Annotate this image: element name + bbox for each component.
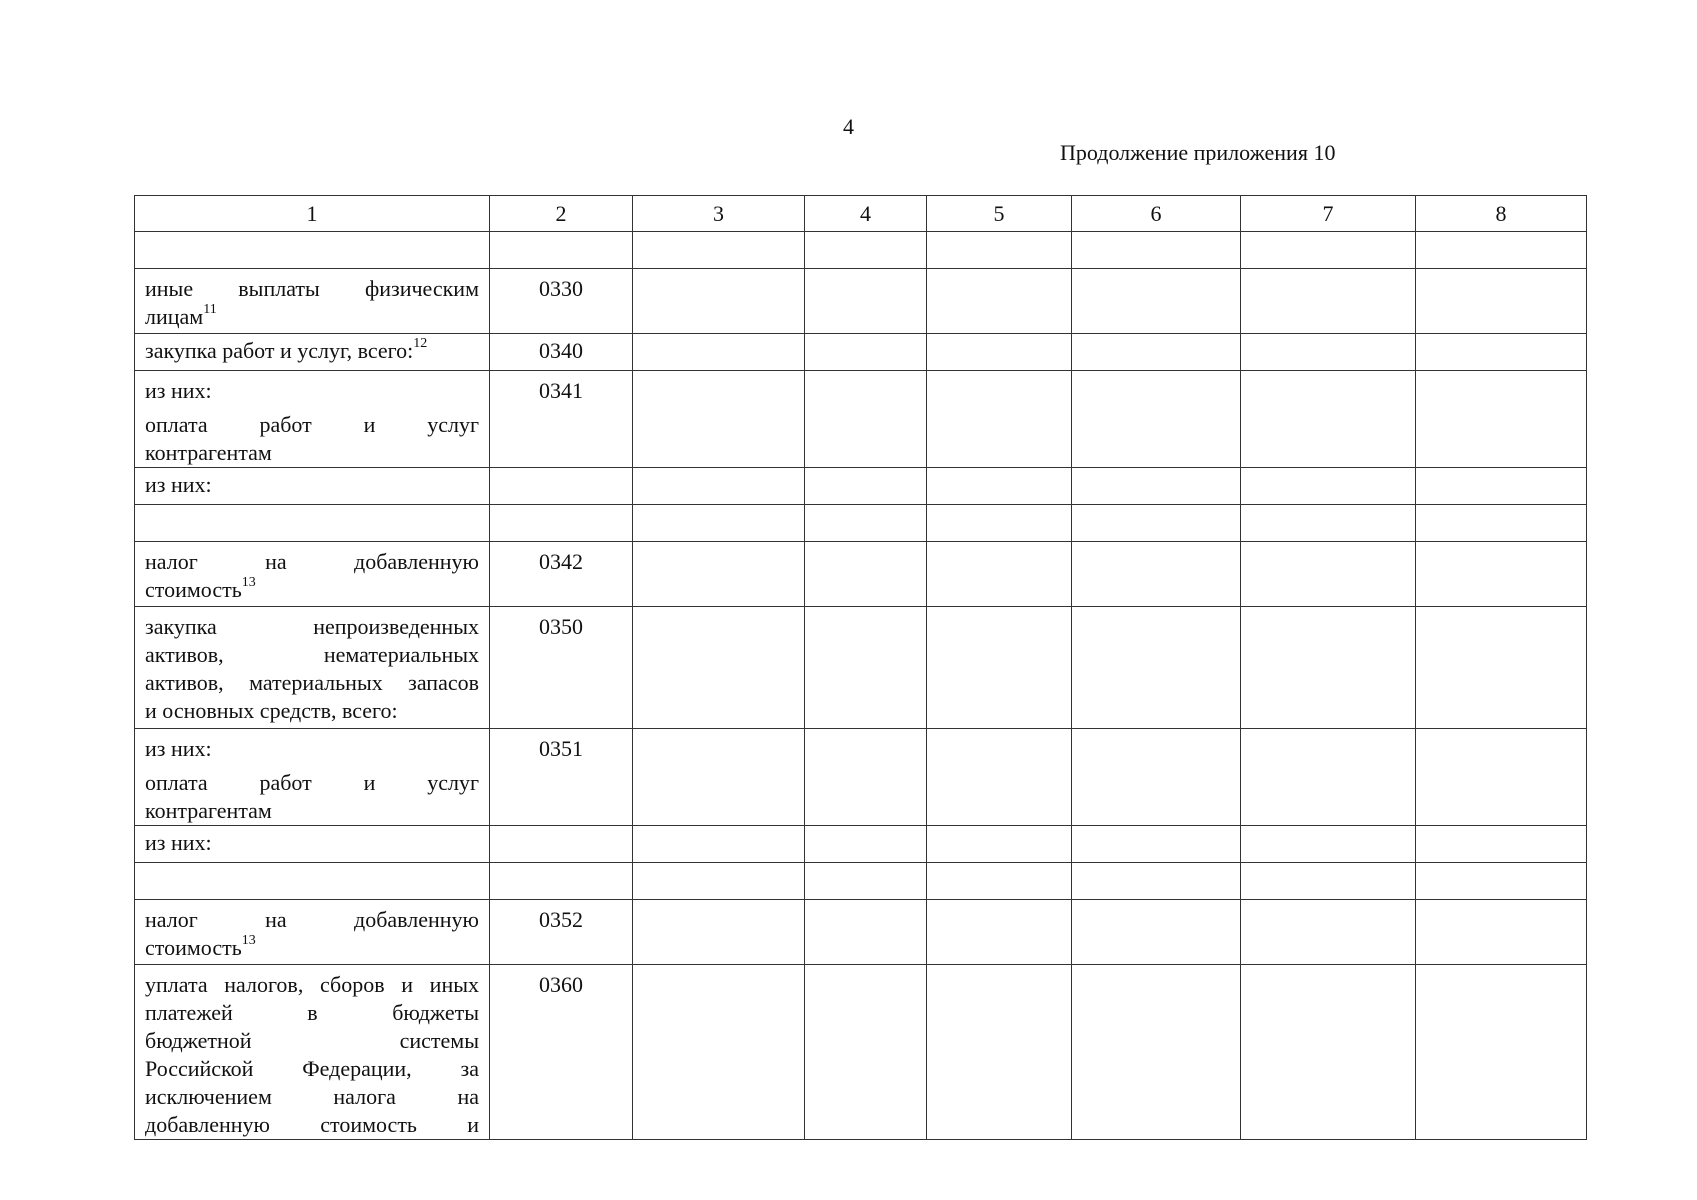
table-cell [1416, 232, 1587, 269]
table-cell [633, 542, 805, 607]
table-cell [927, 542, 1072, 607]
table-cell [633, 729, 805, 826]
table-cell [1241, 468, 1416, 505]
table-cell [1072, 965, 1241, 1140]
table-cell [1241, 863, 1416, 900]
row-name-cell [135, 826, 490, 863]
row-code-cell: 0330 [490, 269, 633, 334]
row-name-line: добавленную стоимость и [145, 1112, 479, 1137]
row-name-prefix: из них: [145, 378, 212, 403]
table-cell [135, 505, 490, 542]
table-row-0351 [135, 729, 1587, 826]
table-cell [1241, 826, 1416, 863]
table-cell [633, 607, 805, 729]
table-cell [805, 900, 927, 965]
row-code-cell: 0351 [490, 729, 633, 826]
row-name-line: лицам$^{11}$ [145, 301, 217, 329]
table-row-subheading [135, 826, 1587, 863]
table-cell [927, 826, 1072, 863]
table-cell [633, 900, 805, 965]
table-cell [490, 505, 633, 542]
table-cell [1241, 965, 1416, 1140]
table-cell [633, 826, 805, 863]
table-cell [927, 269, 1072, 334]
table-cell [1072, 607, 1241, 729]
table-header-row [135, 196, 1587, 232]
table-cell [927, 232, 1072, 269]
table-cell [1072, 900, 1241, 965]
table-row-0341 [135, 371, 1587, 468]
table-row-0350 [135, 607, 1587, 729]
column-header-5: 5 [927, 196, 1072, 232]
table-cell [927, 371, 1072, 468]
footnote-marker: 12 [413, 335, 428, 351]
row-name-line: Российской Федерации, за [145, 1056, 479, 1081]
row-name-line: налог на добавленную [145, 907, 479, 932]
table-cell [135, 863, 490, 900]
table-cell [1416, 607, 1587, 729]
footnote-marker: 13 [241, 932, 256, 948]
table-cell [927, 334, 1072, 371]
row-code-cell: 0352 [490, 900, 633, 965]
row-name-line: иные выплаты физическим [145, 276, 479, 301]
table-cell [633, 965, 805, 1140]
row-code-cell: 0341 [490, 371, 633, 468]
table-cell [805, 371, 927, 468]
column-header-4: 4 [805, 196, 927, 232]
table-cell [805, 863, 927, 900]
row-name-line: из них: [145, 830, 212, 855]
column-header-7: 7 [1241, 196, 1416, 232]
row-name-cell [135, 542, 490, 607]
table-cell [1416, 334, 1587, 371]
row-code-cell: 0342 [490, 542, 633, 607]
row-code-cell: 0340 [490, 334, 633, 371]
row-name-line: налог на добавленную [145, 549, 479, 574]
table-row-subheading [135, 468, 1587, 505]
column-header-1: 1 [135, 196, 490, 232]
table-cell [1072, 468, 1241, 505]
row-name-cell [135, 607, 490, 729]
row-name-line: активов, материальных запасов [145, 670, 479, 695]
row-name-line: и основных средств, всего: [145, 698, 398, 723]
table-cell [1072, 371, 1241, 468]
column-header-2: 2 [490, 196, 633, 232]
row-name-cell [135, 371, 490, 468]
table-cell [1241, 607, 1416, 729]
row-name-line: закупка работ и услуг, всего:$^{12}$ [145, 335, 428, 363]
table-cell [633, 468, 805, 505]
table-cell [1416, 505, 1587, 542]
table-cell [805, 729, 927, 826]
row-name-cell [135, 468, 490, 505]
row-name-cell [135, 269, 490, 334]
table-cell [1241, 542, 1416, 607]
row-name-line: стоимость$^{13}$ [145, 932, 256, 960]
column-header-8: 8 [1416, 196, 1587, 232]
table-cell [1241, 334, 1416, 371]
table-cell [1416, 863, 1587, 900]
row-name-cell [135, 334, 490, 371]
report-table [134, 195, 1587, 1140]
table-cell [1241, 900, 1416, 965]
table-cell [1416, 371, 1587, 468]
table-cell [135, 232, 490, 269]
table-cell [633, 863, 805, 900]
table-cell [633, 334, 805, 371]
row-name-line: контрагентам [145, 440, 272, 465]
row-name-prefix: из них: [145, 736, 212, 761]
table-row-empty [135, 232, 1587, 269]
row-name-line: стоимость$^{13}$ [145, 574, 256, 602]
footnote-marker: 11 [203, 301, 217, 317]
table-cell [805, 334, 927, 371]
row-name-line: уплата налогов, сборов и иных [145, 972, 479, 997]
row-code-cell [490, 468, 633, 505]
row-name-line: из них: [145, 472, 212, 497]
table-row-empty [135, 863, 1587, 900]
footnote-marker: 13 [241, 574, 256, 590]
table-cell [490, 232, 633, 269]
row-code-cell: 0360 [490, 965, 633, 1140]
row-name-line: контрагентам [145, 798, 272, 823]
row-code-cell: 0350 [490, 607, 633, 729]
column-header-3: 3 [633, 196, 805, 232]
row-name-cell [135, 965, 490, 1140]
table-cell [805, 232, 927, 269]
table-cell [1416, 729, 1587, 826]
table-cell [927, 965, 1072, 1140]
table-cell [1416, 826, 1587, 863]
table-row-empty [135, 505, 1587, 542]
table-row-0360 [135, 965, 1587, 1140]
row-name-line: закупка непроизведенных [145, 614, 479, 639]
table-cell [1072, 505, 1241, 542]
table-cell [1241, 371, 1416, 468]
table-cell [633, 371, 805, 468]
page-number: 4 [843, 114, 854, 139]
row-name-line: оплата работ и услуг [145, 770, 479, 795]
table-cell [927, 900, 1072, 965]
table-cell [1416, 542, 1587, 607]
table-cell [1241, 729, 1416, 826]
table-cell [805, 505, 927, 542]
table-cell [1072, 826, 1241, 863]
table-cell [633, 505, 805, 542]
table-cell [490, 863, 633, 900]
row-name-line: исключением налога на [145, 1084, 479, 1109]
table-cell [1416, 468, 1587, 505]
table-cell [805, 542, 927, 607]
table-cell [1072, 729, 1241, 826]
row-name-line: платежей в бюджеты [145, 1000, 479, 1025]
row-name-cell [135, 729, 490, 826]
column-header-6: 6 [1072, 196, 1241, 232]
table-row-0340 [135, 334, 1587, 371]
table-cell [633, 269, 805, 334]
table-cell [805, 607, 927, 729]
table-cell [633, 232, 805, 269]
table-cell [1241, 269, 1416, 334]
table-row-0342 [135, 542, 1587, 607]
table-cell [805, 468, 927, 505]
table-cell [927, 607, 1072, 729]
table-cell [927, 863, 1072, 900]
table-cell [805, 965, 927, 1140]
table-cell [927, 729, 1072, 826]
row-name-cell [135, 900, 490, 965]
table-cell [805, 269, 927, 334]
table-cell [1072, 863, 1241, 900]
table-row-0352 [135, 900, 1587, 965]
row-name-line: бюджетной системы [145, 1028, 479, 1053]
table-cell [805, 826, 927, 863]
table-cell [1416, 269, 1587, 334]
table-cell [1072, 334, 1241, 371]
table-cell [1241, 505, 1416, 542]
table-cell [1241, 232, 1416, 269]
table-cell [1072, 232, 1241, 269]
row-name-line: оплата работ и услуг [145, 412, 479, 437]
table-cell [1072, 542, 1241, 607]
table-cell [1416, 900, 1587, 965]
table-cell [1072, 269, 1241, 334]
row-code-cell [490, 826, 633, 863]
table-cell [927, 468, 1072, 505]
row-name-line: активов, нематериальных [145, 642, 479, 667]
table-cell [1416, 965, 1587, 1140]
appendix-continuation-note: Продолжение приложения 10 [1060, 140, 1336, 165]
table-cell [927, 505, 1072, 542]
table-row-0330 [135, 269, 1587, 334]
